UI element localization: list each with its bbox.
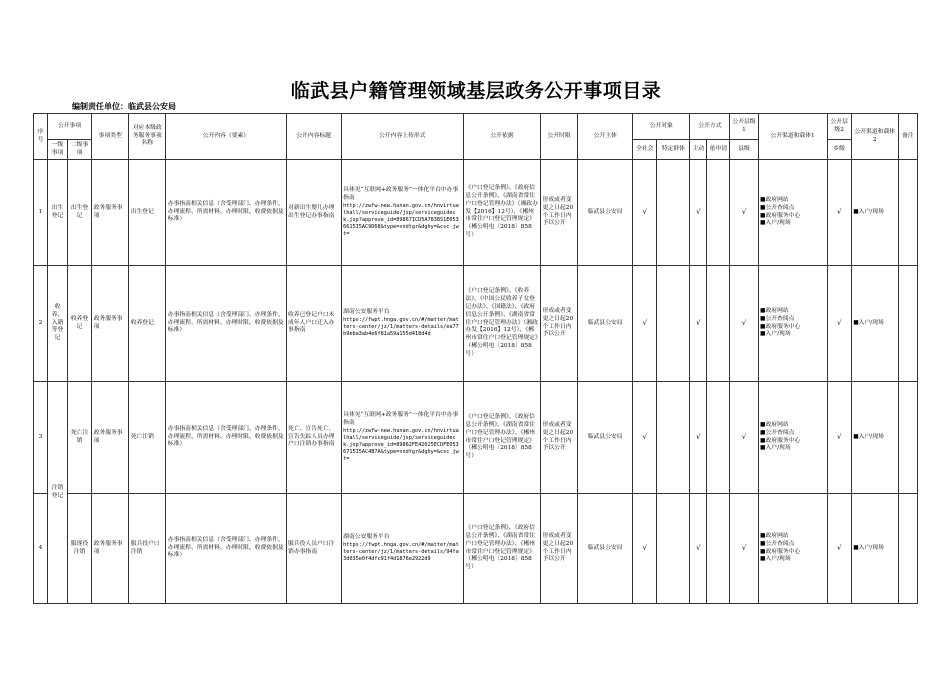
header-level2-item: 二级事项	[68, 140, 92, 160]
row-seq: 3	[34, 382, 48, 494]
header-level-county: 县级	[730, 140, 758, 160]
row-service-name: 收养登记	[129, 266, 166, 382]
row-upload-form	[341, 266, 463, 382]
check-target-all: √	[633, 266, 657, 382]
check-level-township: √	[827, 382, 851, 494]
header-basis: 公开依据	[463, 114, 540, 160]
upload-platform-text: 具体见“互联网+政务服务”一体化平台中办事指南	[343, 187, 459, 201]
row-type: 政务服务事项	[92, 382, 129, 494]
table-row	[34, 266, 918, 382]
channel-item: ■政府网站	[760, 196, 789, 203]
check-target-specific	[657, 382, 690, 494]
channel-item: ■政府网站	[760, 307, 789, 314]
table-row	[34, 382, 918, 494]
header-time: 公开时限	[541, 114, 578, 160]
row-content-title: 服兵役人员户口注销办事指南	[286, 494, 341, 604]
row-channel-2: ■入户/现场	[851, 494, 898, 604]
header-content: 公开内容（要素）	[166, 114, 286, 160]
row-level1: 出生登记	[48, 160, 68, 266]
row-subject: 临武县公安局	[578, 266, 633, 382]
channel-item: ■公开查阅点	[760, 429, 795, 436]
row-time: 形成或者变更之日起20个工作日内予以公开	[541, 494, 578, 604]
row-level2: 出生登记	[68, 160, 92, 266]
row-time: 形成或者变更之日起20个工作日内予以公开	[541, 382, 578, 494]
check-method-active: √	[690, 494, 707, 604]
row-channel-1	[758, 494, 827, 604]
header-item-group: 公开事项	[48, 114, 92, 140]
row-type: 政务服务事项	[92, 266, 129, 382]
row-remark	[898, 494, 917, 604]
row-seq: 2	[34, 266, 48, 382]
row-remark	[898, 266, 917, 382]
channel-item: ■政府网站	[760, 532, 789, 539]
channel-item: ■公开查阅点	[760, 540, 795, 547]
header-seq: 序号	[34, 114, 48, 160]
channel-item: ■政府网站	[760, 421, 789, 428]
channel-item: ■公开查阅点	[760, 315, 795, 322]
channel-item: ■入户/现场	[760, 445, 791, 452]
row-content: 办事指南相关信息（含受理部门、办理条件、办理流程、所需材料、办理时限、收费依据及标准）	[166, 266, 286, 382]
channel-item: ■入户/现场	[760, 220, 791, 227]
row-content: 办事指南相关信息（含受理部门、办理条件、办理流程、所需材料、办理时限、收费依据及标准）	[166, 382, 286, 494]
check-method-active: √	[690, 382, 707, 494]
check-level-county: √	[730, 160, 758, 266]
header-level-1: 公开层级1	[730, 114, 758, 140]
row-basis: 《户口登记条例》、《政府信息公开条例》、《湖南省常住户口登记管理办法》、《郴州市常住户口登记管理规定》（郴公明电〔2018〕858号）	[463, 494, 540, 604]
row-service-name: 死亡注销	[129, 382, 166, 494]
row-content: 办事指南相关信息（含受理部门、办理条件、办理流程、所需材料、办理时限、收费依据及标准）	[166, 494, 286, 604]
row-basis: 《户口登记条例》、《政府信息公开条例》、《湖南省常住户口登记管理办法》、《郴州市常住户口登记管理规定》（郴公明电〔2018〕858号）	[463, 382, 540, 494]
disclosure-table	[33, 113, 918, 604]
upload-url-link[interactable]: http://zwfw-new.hunan.gov.cn/hnvirtualhall/serviceguide/jsp/serviceguideck.jsp?approve_id=89867ICD5A7838S1E0536615I5AC9D68&type=xndtgr&dghy=&csc jwt=	[343, 202, 459, 237]
row-upload-form	[341, 494, 463, 604]
check-method-active: √	[690, 160, 707, 266]
header-service-name: 对应本级政务服务事项名称	[129, 114, 166, 160]
row-type: 政务服务事项	[92, 494, 129, 604]
row-seq: 1	[34, 160, 48, 266]
check-target-specific	[657, 494, 690, 604]
channel-item: ■政府服务中心	[760, 437, 801, 444]
row-basis: 《户口登记条例》、《政府信息公开条例》、《湖南省常住户口登记管理办法》（湘政办发【2016】12号）、《郴州市常住户口登记管理规定》（郴公明电〔2018〕858号）	[463, 160, 540, 266]
row-subject: 临武县公安局	[578, 382, 633, 494]
row-channel-2: ■入户/现场	[851, 382, 898, 494]
check-target-specific	[657, 266, 690, 382]
check-level-township: √	[827, 266, 851, 382]
header-method-active: 主动	[690, 140, 707, 160]
check-level-county: √	[730, 494, 758, 604]
row-service-name: 出生登记	[129, 160, 166, 266]
row-type: 政务服务事项	[92, 160, 129, 266]
row-time: 形成或者变更之日起20个工作日内予以公开	[541, 266, 578, 382]
responsible-unit: 编制责任单位：临武县公安局	[72, 102, 176, 111]
row-content-title: 死亡、宣告死亡、宣告失踪人员办理户口注销办事指南	[286, 382, 341, 494]
check-level-county: √	[730, 382, 758, 494]
row-channel-1	[758, 266, 827, 382]
row-content-title: 收养已登记户口未成年人户口迁入办事指南	[286, 266, 341, 382]
row-time: 形成或者变更之日起20个工作日内予以公开	[541, 160, 578, 266]
check-method-apply	[707, 494, 730, 604]
channel-item: ■政府服务中心	[760, 212, 801, 219]
upload-platform-text: 湖南公安服务平台	[343, 534, 390, 541]
row-service-name: 服兵役户口注销	[129, 494, 166, 604]
row-remark	[898, 160, 917, 266]
header-target-all: 全社会	[633, 140, 657, 160]
row-upload-form	[341, 382, 463, 494]
row-level2: 服现役注销	[68, 494, 92, 604]
row-level2: 死亡注销	[68, 382, 92, 494]
upload-url-link[interactable]: http://zwfw-new.hunan.gov.cn/hnvirtualhall/serviceguide/jsp/serviceguideck.jsp?approve_id=89862FE42025ECDFE0536715I5AC4B7A&type=xndtgr&dghy=&csc jwt=	[343, 427, 459, 462]
header-channel-2: 公开渠道和载体2	[851, 114, 898, 160]
upload-url-link[interactable]: https://fwpt.hnga.gov.cn/#/matter/matters-center/jz/1/matters-details/ea77b9eba3ab4e6f81a59a155d418d4d	[343, 316, 459, 337]
header-method-apply: 依申请	[707, 140, 730, 160]
header-type: 事项类型	[92, 114, 129, 160]
row-level1: 收养、入籍等登记	[48, 266, 68, 382]
check-method-apply	[707, 160, 730, 266]
check-method-active: √	[690, 266, 707, 382]
header-target-specific: 特定群体	[657, 140, 690, 160]
channel-item: ■公开查阅点	[760, 204, 795, 211]
upload-url-link[interactable]: https://fwpt.hnga.gov.cn/#/matter/matters-center/jz/1/matters-details/94fa3d035e0f4dfc91f4d1876e2922d9	[343, 541, 459, 562]
header-content-title: 公开内容标题	[286, 114, 341, 160]
row-channel-1	[758, 382, 827, 494]
row-basis: 《户口登记条例》、《收养法》、《中国公民收养子女登记办法》、《国籍法》、《政府信息公开条例》、《湖南省常住户口登记管理办法》（湘政办发【2016】12号）、《郴州市常住户口登记管理规定》（郴公明电〔2018〕858号）	[463, 266, 540, 382]
row-channel-2: ■入户/现场	[851, 160, 898, 266]
row-content-title: 对新出生婴儿办理出生登记办事指南	[286, 160, 341, 266]
channel-item: ■政府服务中心	[760, 548, 801, 555]
check-level-county: √	[730, 266, 758, 382]
channel-item: ■入户/现场	[760, 556, 791, 563]
header-target: 公开对象	[633, 114, 690, 140]
header-level1-item: 一级事项	[48, 140, 68, 160]
row-channel-1	[758, 160, 827, 266]
check-method-apply	[707, 266, 730, 382]
check-target-all: √	[633, 494, 657, 604]
check-target-all: √	[633, 382, 657, 494]
table-row	[34, 160, 918, 266]
row-level2: 收养登记	[68, 266, 92, 382]
header-method: 公开方式	[690, 114, 730, 140]
row-subject: 临武县公安局	[578, 160, 633, 266]
channel-item: ■政府服务中心	[760, 323, 801, 330]
header-level-2: 公开层级2	[827, 114, 851, 140]
header-remark: 备注	[898, 114, 917, 160]
page-title: 临武县户籍管理领域基层政务公开事项目录	[290, 80, 662, 102]
row-subject: 临武县公安局	[578, 494, 633, 604]
header-channel-1: 公开渠道和载体1	[758, 114, 827, 160]
header-upload-form: 公开内容上传形式	[341, 114, 463, 160]
check-target-specific	[657, 160, 690, 266]
row-channel-2: ■入户/现场	[851, 266, 898, 382]
check-level-township: √	[827, 494, 851, 604]
row-seq: 4	[34, 494, 48, 604]
table-row	[34, 494, 918, 604]
header-subject: 公开主体	[578, 114, 633, 160]
row-upload-form	[341, 160, 463, 266]
check-target-all: √	[633, 160, 657, 266]
row-level1: 注销登记	[48, 382, 68, 604]
check-level-township: √	[827, 160, 851, 266]
header-level-township: 乡级	[827, 140, 851, 160]
row-content: 办事指南相关信息（含受理部门、办理条件、办理流程、所需材料、办理时限、收费依据及标准）	[166, 160, 286, 266]
row-remark	[898, 382, 917, 494]
upload-platform-text: 具体见“互联网+政务服务”一体化平台中办事指南	[343, 412, 459, 426]
upload-platform-text: 湖南公安服务平台	[343, 309, 390, 316]
check-method-apply	[707, 382, 730, 494]
channel-item: ■入户/现场	[760, 331, 791, 338]
